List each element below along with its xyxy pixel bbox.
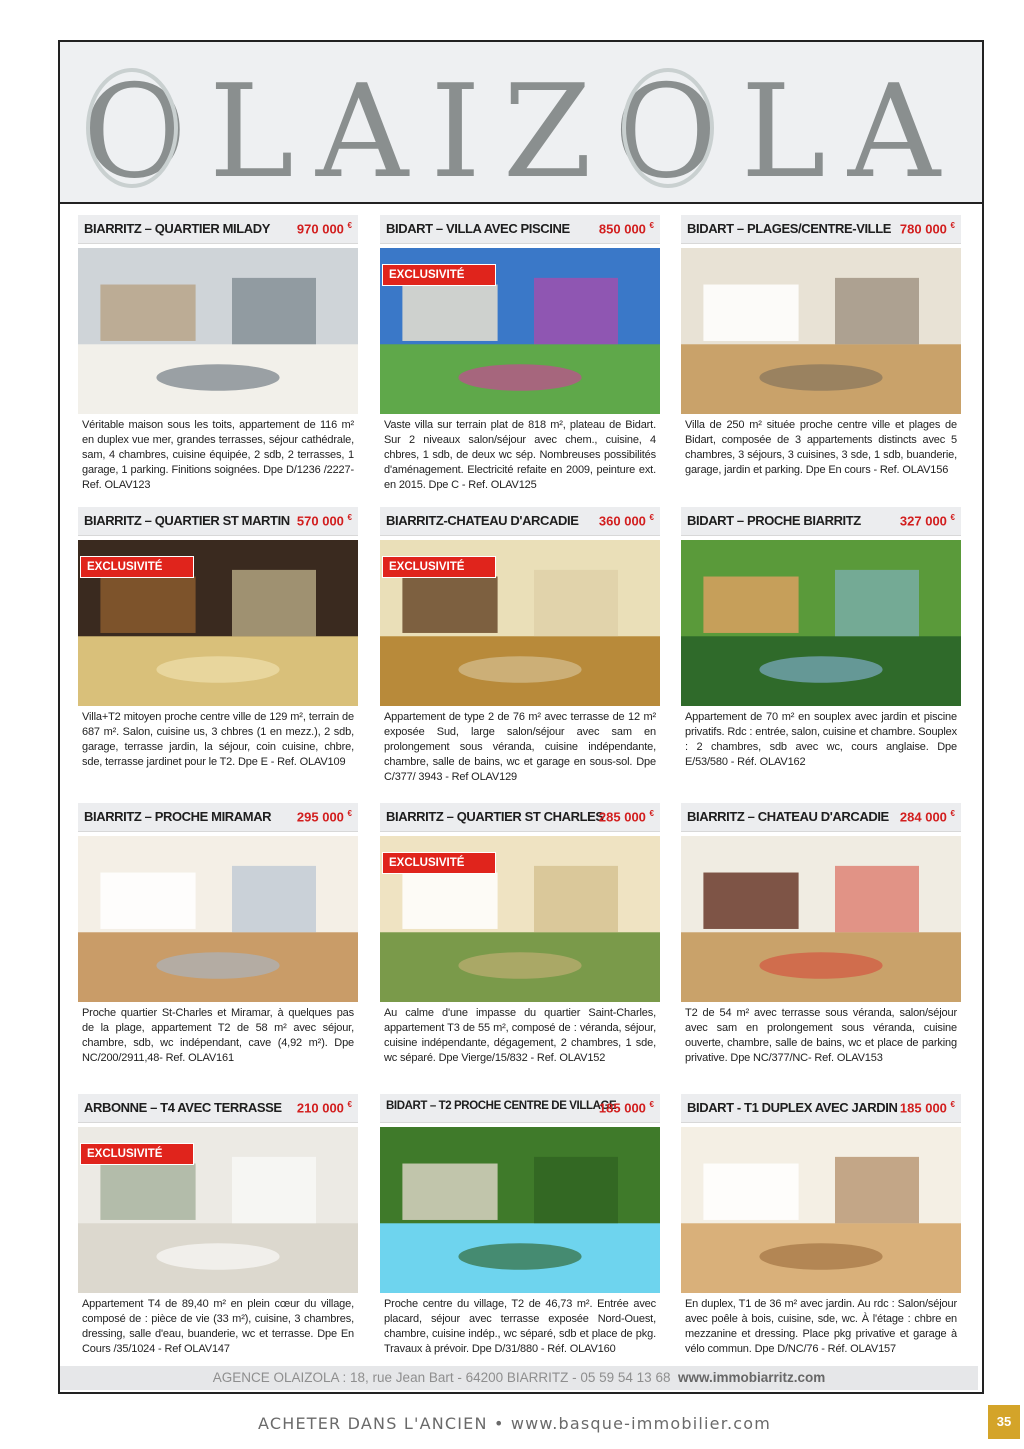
- listing-price: [599, 809, 654, 824]
- listing-title: BIARRITZ – QUARTIER MILADY: [84, 221, 271, 236]
- exclusivity-badge: EXCLUSIVITÉ: [382, 556, 496, 578]
- listing-photo[interactable]: [78, 540, 358, 706]
- listing-title: BIARRITZ – PROCHE MIRAMAR: [84, 809, 272, 824]
- property-photo-art: [681, 248, 961, 414]
- listing-title: BIARRITZ – CHATEAU D'ARCADIE: [687, 809, 889, 824]
- listing-description: Appartement de type 2 de 76 m² avec terrasse de 12 m² exposée Sud, large salon/séjour avec sam en prolongement sous véranda, cuisine indépendante, chambre, salle de bains, wc et garage en sous-sol. Dpe C/377/ 3943 - Ref OLAV129: [384, 711, 656, 783]
- listing-price: [297, 513, 352, 528]
- listing-photo[interactable]: [681, 836, 961, 1002]
- listing-card[interactable]: [681, 1094, 961, 1357]
- listing-header: [78, 803, 358, 832]
- listing-price-value: 210 000: [296, 1100, 344, 1116]
- listing-price-value: 327 000: [899, 513, 947, 529]
- currency-symbol: €: [347, 221, 352, 230]
- listing-price-value: 285 000: [598, 809, 646, 825]
- listing-card[interactable]: [380, 215, 660, 493]
- listing-photo[interactable]: [78, 248, 358, 414]
- listing-description: Appartement T4 de 89,40 m² en plein cœur du village, composé de : pièce de vie (33 m²), cuisine, 3 chambres, dressing, salle d'eau, buanderie, wc et terrasse. Dpe En Cours /35/1024 - Ref OLAV147: [82, 1298, 354, 1355]
- page-footer: [0, 1408, 1024, 1438]
- listing-title: BIARRITZ – QUARTIER ST MARTIN: [84, 513, 290, 528]
- listing-price-value: 185 000: [598, 1100, 646, 1116]
- listing-price: [900, 809, 955, 824]
- listing-price-value: 850 000: [598, 221, 646, 237]
- listing-header: [681, 215, 961, 244]
- listing-description: Vaste villa sur terrain plat de 818 m², plateau de Bidart. Sur 2 niveaux salon/séjour avec chem., cuisine, 4 chbres, 1 sdb, de deux wc sép. Nombreuses possibilités d'aménagement. Electricité refaite en 2009, peinture ext. en 2015. Dpe C - Ref. OLAV125: [384, 419, 656, 491]
- listing-card[interactable]: [78, 215, 358, 493]
- listing-header: [78, 215, 358, 244]
- exclusivity-badge: EXCLUSIVITÉ: [80, 556, 194, 578]
- listing-title: BIDART – PROCHE BIARRITZ: [687, 513, 861, 528]
- currency-symbol: €: [347, 809, 352, 818]
- listing-price: [599, 513, 654, 528]
- exclusivity-badge: EXCLUSIVITÉ: [382, 852, 496, 874]
- listing-title: BIARRITZ-CHATEAU D'ARCADIE: [386, 513, 579, 528]
- listing-card[interactable]: [78, 507, 358, 770]
- agency-website-link[interactable]: www.immobiarritz.com: [677, 1370, 826, 1385]
- currency-symbol: €: [950, 513, 955, 522]
- currency-symbol: €: [649, 221, 654, 230]
- listing-header: [681, 803, 961, 832]
- listing-price: [599, 1100, 654, 1115]
- listing-price-value: 570 000: [296, 513, 344, 529]
- listing-card[interactable]: [78, 803, 358, 1066]
- currency-symbol: €: [649, 809, 654, 818]
- listing-description: En duplex, T1 de 36 m² avec jardin. Au rdc : Salon/séjour avec poêle à bois, cuisine, sde, wc. À l'étage : chbre en mezzanine et dressing. Place pkg privative et garage à vélo commun. Dpe D/NC/76 - Réf. OLAV157: [685, 1298, 957, 1355]
- svg-text:OLAIZOLA: OLAIZOLA: [81, 58, 963, 190]
- listing-header: [380, 507, 660, 536]
- listing-price: [297, 1100, 352, 1115]
- listing-card[interactable]: [380, 507, 660, 785]
- listing-photo[interactable]: [78, 1127, 358, 1293]
- listing-title: BIDART – PLAGES/CENTRE-VILLE: [687, 221, 892, 236]
- listing-description: Proche centre du village, T2 de 46,73 m². Entrée avec placard, séjour avec terrasse exposée Nord-Ouest, chambre, cuisine indép., wc séparé, sdb et place de pkg. Travaux à prévoir. Dpe D/31/880 - Réf. OLAV160: [384, 1298, 656, 1355]
- listing-price: [599, 221, 654, 236]
- property-photo-art: [380, 1127, 660, 1293]
- listing-price-value: 185 000: [899, 1100, 947, 1116]
- listing-description: Villa de 250 m² située proche centre ville et plages de Bidart, composée de 3 appartements distincts avec 5 chambres, 3 séjours, 3 cuisines, 3 sde, 1 sdb, buanderie, garage, jardin et parking. Dpe En cours - Ref. OLAV156: [685, 419, 957, 476]
- listing-photo[interactable]: [380, 540, 660, 706]
- listing-description: Au calme d'une impasse du quartier Saint-Charles, appartement T3 de 55 m², composé de : véranda, séjour, cuisine indépendante, dégagement, 2 chambres, 1 sde, wc séparé. Dpe Vierge/15/832 - Ref. OLAV152: [384, 1007, 656, 1064]
- property-photo-art: [681, 1127, 961, 1293]
- listing-title: BIDART – VILLA AVEC PISCINE: [386, 221, 570, 236]
- currency-symbol: €: [347, 513, 352, 522]
- listing-header: [380, 803, 660, 832]
- currency-symbol: €: [649, 1100, 654, 1109]
- listing-photo[interactable]: [78, 836, 358, 1002]
- listing-header: [681, 1094, 961, 1123]
- footer-text: ACHETER DANS L'ANCIEN • www.basque-immobilier.com: [258, 1414, 772, 1433]
- listing-price-value: 284 000: [899, 809, 947, 825]
- olaizola-logo: [70, 56, 975, 190]
- property-photo-art: [78, 248, 358, 414]
- page-header: [60, 42, 982, 204]
- listing-price: [297, 809, 352, 824]
- listing-header: [681, 507, 961, 536]
- agency-address: AGENCE OLAIZOLA : 18, rue Jean Bart - 64200 BIARRITZ - 05 59 54 13 68: [212, 1370, 671, 1385]
- listing-title: BIARRITZ – QUARTIER ST CHARLES: [386, 809, 604, 824]
- listing-header: [78, 507, 358, 536]
- listing-header: [78, 1094, 358, 1123]
- listing-description: Villa+T2 mitoyen proche centre ville de 129 m², terrain de 687 m². Salon, cuisine us, 3 chbres (1 en mezz.), 2 sdb, garage, terrasse jardin, la séjour, coin cuisine, chbre, sde, terrasse jardinet pour le T2. Dpe E - Ref. OLAV109: [82, 711, 354, 768]
- listing-description: Appartement de 70 m² en souplex avec jardin et piscine privatifs. Rdc : entrée, salon, cuisine et chambre. Souplex : 2 chambres, sdb avec wc, cours anglaise. Dpe E/53/580 - Réf. OLAV162: [685, 711, 957, 768]
- listing-description: T2 de 54 m² avec terrasse sous véranda, salon/séjour avec sam en prolongement sous véranda, cuisine ouverte, chambre, salle de bains, wc et place de parking privative. Dpe NC/377/NC- Ref. OLAV153: [685, 1007, 957, 1064]
- listing-price-value: 360 000: [598, 513, 646, 529]
- listing-card[interactable]: [78, 1094, 358, 1357]
- listing-title: BIDART - T1 DUPLEX AVEC JARDIN: [687, 1100, 898, 1115]
- listing-photo[interactable]: [681, 540, 961, 706]
- listing-price-value: 295 000: [296, 809, 344, 825]
- listing-photo[interactable]: [681, 248, 961, 414]
- listing-price-value: 780 000: [899, 221, 947, 237]
- page-number: 35: [988, 1405, 1020, 1439]
- listing-title: BIDART – T2 PROCHE CENTRE DE VILLAGE: [386, 1100, 617, 1112]
- listing-photo[interactable]: [681, 1127, 961, 1293]
- property-photo-art: [681, 836, 961, 1002]
- listing-header: [380, 1094, 660, 1123]
- listing-card[interactable]: [681, 215, 961, 478]
- listing-price: [900, 1100, 955, 1115]
- listing-price: [900, 221, 955, 236]
- currency-symbol: €: [950, 809, 955, 818]
- listing-price-value: 970 000: [296, 221, 344, 237]
- property-photo-art: [681, 540, 961, 706]
- currency-symbol: €: [950, 221, 955, 230]
- listing-photo[interactable]: [380, 836, 660, 1002]
- listing-price: [900, 513, 955, 528]
- listing-photo[interactable]: [380, 248, 660, 414]
- currency-symbol: €: [347, 1100, 352, 1109]
- listing-card[interactable]: [380, 803, 660, 1066]
- listing-description: Proche quartier St-Charles et Miramar, à quelques pas de la plage, appartement T2 de 58 m² avec séjour, chambre, sdb, wc indépendant, cave (4,92 m²). Dpe NC/200/2911,48- Ref. OLAV161: [82, 1007, 354, 1064]
- currency-symbol: €: [950, 1100, 955, 1109]
- listing-title: ARBONNE – T4 AVEC TERRASSE: [84, 1100, 282, 1115]
- listing-card[interactable]: [681, 507, 961, 770]
- listing-description: Véritable maison sous les toits, appartement de 116 m² en duplex vue mer, grandes terrasses, séjour cathédrale, sam, 4 chambres, cuisine équipée, 2 sdb, 2 terrasses, 1 garage, 1 parking. Finitions soignées. Dpe D/1236 /2227- Ref. OLAV123: [82, 419, 354, 491]
- exclusivity-badge: EXCLUSIVITÉ: [382, 264, 496, 286]
- listing-header: [380, 215, 660, 244]
- property-photo-art: [78, 836, 358, 1002]
- listing-card[interactable]: [380, 1094, 660, 1357]
- exclusivity-badge: EXCLUSIVITÉ: [80, 1143, 194, 1165]
- listing-photo[interactable]: [380, 1127, 660, 1293]
- currency-symbol: €: [649, 513, 654, 522]
- listing-card[interactable]: [681, 803, 961, 1066]
- listing-price: [297, 221, 352, 236]
